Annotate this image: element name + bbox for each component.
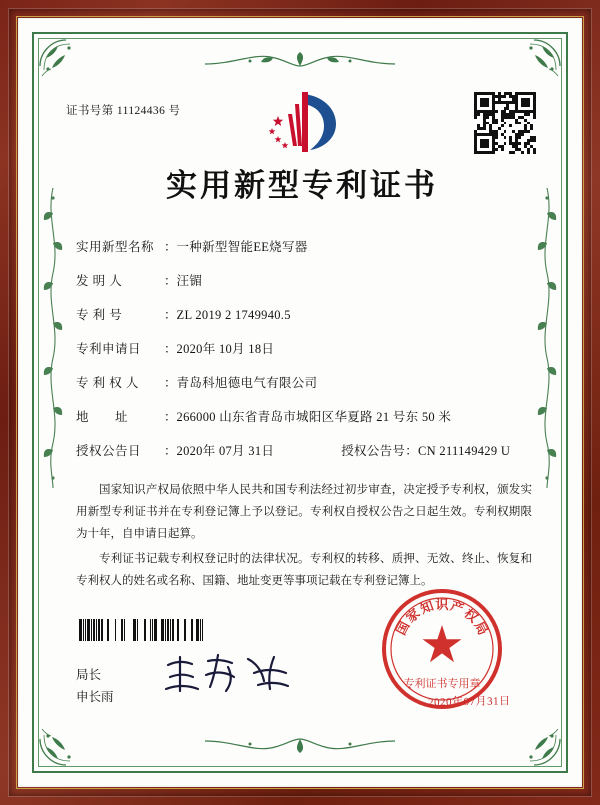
field-separator: ： bbox=[164, 444, 177, 458]
field-value-announcement-number: CN 211149429 U bbox=[418, 444, 511, 458]
director-title: 局长 bbox=[76, 668, 102, 683]
field-row-inventor bbox=[76, 273, 538, 291]
field-label: 地 址 bbox=[76, 410, 129, 424]
svg-text:局: 局 bbox=[470, 619, 491, 638]
field-row-utility-model-name bbox=[76, 239, 538, 257]
field-value: 2020年 07月 31日 bbox=[176, 444, 275, 458]
field-separator: ： bbox=[164, 308, 177, 322]
svg-text:权: 权 bbox=[460, 606, 481, 627]
svg-text:专利证书专用章: 专利证书专用章 bbox=[403, 677, 481, 690]
signature-block bbox=[76, 665, 114, 709]
director-name: 申长雨 bbox=[76, 690, 114, 705]
page-title: 实用新型专利证书 bbox=[166, 168, 438, 204]
field-label: 专 利 号 bbox=[76, 308, 123, 322]
barcode bbox=[76, 619, 206, 641]
field-label: 授权公告日 bbox=[76, 444, 142, 458]
field-label: 实用新型名称 bbox=[76, 240, 155, 254]
field-label-announcement-number: 授权公告号： bbox=[341, 444, 418, 458]
side-vine-ornament-icon bbox=[40, 188, 66, 488]
field-value: 汪镅 bbox=[176, 274, 203, 288]
field-value: ZL 2019 2 1749940.5 bbox=[176, 308, 291, 322]
field-separator: ： bbox=[164, 342, 177, 356]
field-row-patentee bbox=[76, 375, 538, 393]
field-value: 2020年 10月 18日 bbox=[176, 342, 275, 356]
certificate-paper bbox=[18, 18, 582, 787]
legal-paragraph-1: 国家知识产权局依照中华人民共和国专利法经过初步审查，决定授予专利权，颁发实用新型专利证书并在专利登记簿上予以登记。专利权自授权公告之日起生效。专利权期限为十年，自申请日起算。 bbox=[76, 483, 532, 541]
qr-code bbox=[474, 92, 536, 154]
svg-text:家: 家 bbox=[403, 606, 424, 627]
field-separator: ： bbox=[164, 410, 177, 424]
field-separator: ： bbox=[164, 240, 177, 254]
svg-text:识: 识 bbox=[435, 598, 449, 613]
seal-date: 2020年07月31日 bbox=[427, 695, 511, 709]
field-row-application-date bbox=[76, 341, 538, 359]
svg-text:国: 国 bbox=[393, 619, 414, 638]
field-separator: ： bbox=[164, 376, 177, 390]
svg-text:产: 产 bbox=[448, 598, 466, 618]
field-label: 专利申请日 bbox=[76, 342, 142, 356]
cnipa-logo-icon bbox=[252, 86, 352, 158]
field-value: 青岛科旭德电气有限公司 bbox=[176, 376, 318, 390]
field-value: 266000 山东省青岛市城阳区华夏路 21 号东 50 米 bbox=[176, 410, 452, 424]
svg-text:知: 知 bbox=[418, 598, 436, 618]
field-row-patent-number bbox=[76, 307, 538, 325]
field-row-address bbox=[76, 409, 538, 427]
field-label: 发 明 人 bbox=[76, 274, 123, 288]
legal-paragraph-2: 专利证书记载专利权登记时的法律状况。专利权的转移、质押、无效、终止、恢复和专利权人的姓名或名称、国籍、地址变更等事项记载在专利登记簿上。 bbox=[76, 552, 532, 588]
legal-text bbox=[66, 479, 538, 593]
field-value: 一种新型智能EE烧写器 bbox=[176, 240, 308, 254]
field-list bbox=[66, 239, 538, 461]
certificate-number: 证书号第 11124436 号 bbox=[66, 105, 181, 117]
certificate-content bbox=[66, 72, 538, 733]
field-row-grant-announcement bbox=[76, 443, 538, 461]
handwritten-signature-icon bbox=[162, 651, 292, 697]
field-separator: ： bbox=[164, 274, 177, 288]
field-label: 专 利 权 人 bbox=[76, 376, 139, 390]
